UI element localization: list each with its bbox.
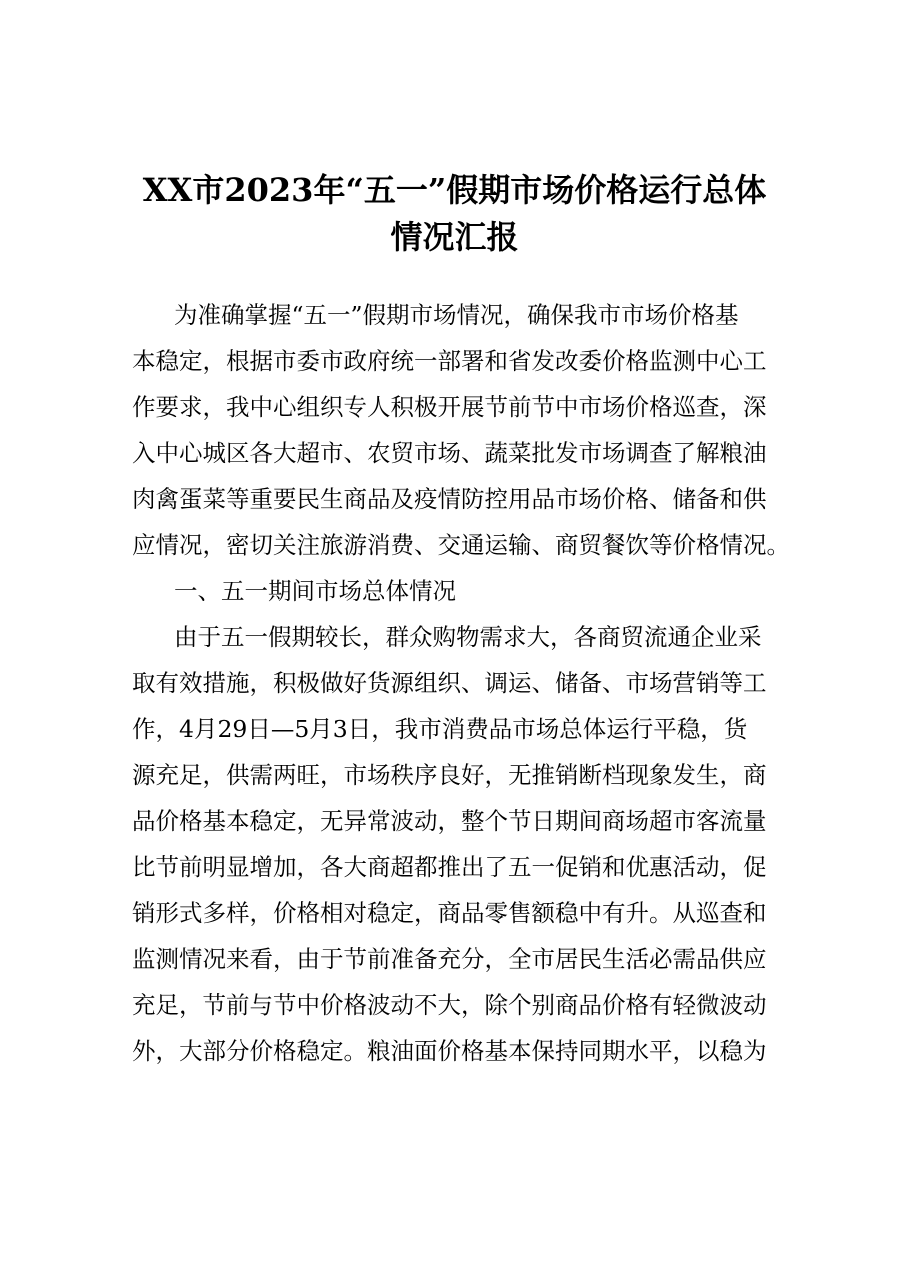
paragraph-1-line: 肉禽蛋菜等重要民生商品及疫情防控用品市场价格、储备和供 bbox=[132, 485, 767, 513]
paragraph-2-line: 源充足，供需两旺，市场秩序良好，无推销断档现象发生，商 bbox=[132, 761, 767, 789]
paragraph-2-line: 取有效措施，积极做好货源组织、调运、储备、市场营销等工 bbox=[132, 669, 767, 697]
paragraph-2-line: 充足，节前与节中价格波动不大，除个别商品价格有轻微波动 bbox=[132, 991, 767, 1019]
paragraph-2-line: 比节前明显增加，各大商超都推出了五一促销和优惠活动，促 bbox=[132, 853, 767, 881]
paragraph-1-line: 本稳定，根据市委市政府统一部署和省发改委价格监测中心工 bbox=[132, 347, 767, 375]
paragraph-1-line: 入中心城区各大超市、农贸市场、蔬菜批发市场调查了解粮油 bbox=[132, 439, 767, 467]
paragraph-1-line: 应情况，密切关注旅游消费、交通运输、商贸餐饮等价格情况。 bbox=[132, 531, 790, 559]
body-text bbox=[132, 292, 812, 1074]
section-1-heading: 一、五一期间市场总体情况 bbox=[174, 577, 456, 605]
paragraph-1-line: 为准确掌握“五一”假期市场情况，确保我市市场价格基 bbox=[174, 301, 739, 329]
paragraph-2-line: 由于五一假期较长，群众购物需求大，各商贸流通企业采 bbox=[174, 623, 762, 651]
paragraph-2-line: 作，4月29日—5月3日，我市消费品市场总体运行平稳，货 bbox=[132, 715, 748, 743]
paragraph-2-line: 品价格基本稳定，无异常波动，整个节日期间商场超市客流量 bbox=[132, 807, 767, 835]
document-title-line-1: XX市2023年“五一”假期市场价格运行总体 bbox=[142, 171, 767, 209]
paragraph-2-line: 外，大部分价格稳定。粮油面价格基本保持同期水平，以稳为 bbox=[132, 1037, 767, 1065]
document-title-line-2: 情况汇报 bbox=[390, 218, 519, 256]
paragraph-2-line: 销形式多样，价格相对稳定，商品零售额稳中有升。从巡查和 bbox=[132, 899, 767, 927]
paragraph-1-line: 作要求，我中心组织专人积极开展节前节中市场价格巡查，深 bbox=[132, 393, 767, 421]
paragraph-2-line: 监测情况来看，由于节前准备充分，全市居民生活必需品供应 bbox=[132, 945, 767, 973]
